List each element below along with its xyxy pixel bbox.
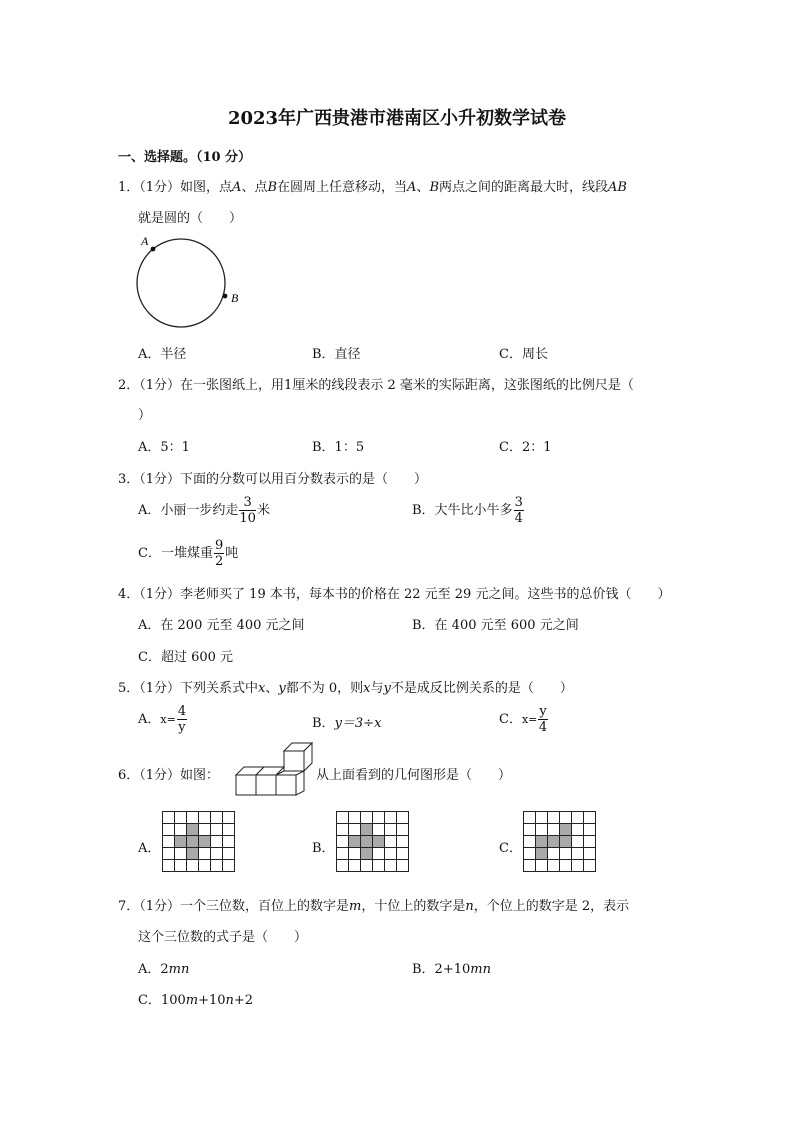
grid-cell — [548, 848, 560, 860]
q3-a-unit: 米 — [256, 503, 270, 518]
grid-cell — [548, 824, 560, 836]
grid-cell — [548, 836, 560, 848]
q5-a-label: A． — [138, 712, 161, 727]
q5-option-c[interactable] — [499, 705, 549, 734]
q3-c-unit: 吨 — [225, 546, 239, 561]
grid-cell — [349, 860, 361, 872]
grid-cell — [397, 860, 409, 872]
point-a-label: A — [141, 234, 149, 248]
grid-cell — [337, 836, 349, 848]
q6-option-c[interactable]: C． — [499, 841, 522, 856]
grid-cell — [524, 848, 536, 860]
grid-cell — [187, 824, 199, 836]
q1-text-e: 两点之间的距离最大时，线段 — [439, 180, 609, 195]
q7-a-text: A．2 — [138, 962, 169, 977]
circle-outline — [137, 239, 225, 327]
q5-b-label: B． — [312, 716, 335, 731]
grid-cell — [199, 860, 211, 872]
grid-cell — [560, 848, 572, 860]
q1-point-b-2: B — [429, 180, 439, 195]
q7-var-n: n — [465, 899, 474, 914]
grid-cell — [187, 812, 199, 824]
grid-cell — [536, 836, 548, 848]
grid-cell — [560, 824, 572, 836]
point-a-dot — [151, 247, 156, 252]
q1-option-c[interactable]: C．周长 — [499, 347, 548, 362]
cube-stack-figure — [234, 741, 318, 801]
question-5-line-1 — [118, 677, 573, 696]
q2-option-b[interactable]: B．1：5 — [312, 440, 365, 455]
question-6-line-1-b: 从上面看到的几何图形是（ ） — [316, 768, 512, 783]
q5-with: 与 — [370, 681, 384, 696]
question-2-line-2: ） — [138, 408, 152, 423]
q5-a-numerator: 4 — [177, 704, 187, 719]
grid-cell — [524, 860, 536, 872]
q1-text-c: 在圆周上任意移动，当 — [277, 180, 408, 195]
grid-cell — [163, 824, 175, 836]
q3-b-denominator: 4 — [514, 511, 523, 526]
q1-point-a: A — [232, 180, 242, 195]
grid-cell — [163, 812, 175, 824]
grid-cell — [572, 848, 584, 860]
q2-option-c[interactable]: C．2：1 — [499, 440, 552, 455]
grid-cell — [211, 824, 223, 836]
q1-text-b: 、点 — [241, 180, 268, 195]
q7-c-text: C．100 — [138, 993, 186, 1008]
q3-option-c[interactable] — [138, 539, 238, 568]
q6-option-b-grid[interactable] — [336, 811, 409, 872]
grid-cell — [349, 812, 361, 824]
grid-cell — [524, 812, 536, 824]
question-4-line-1: 4．（1分）李老师买了 19 本书，每本书的价格在 22 元至 29 元之间。这些书的总价钱（ ） — [118, 587, 671, 602]
q6-option-a-grid[interactable] — [162, 811, 235, 872]
grid-cell — [223, 824, 235, 836]
q3-b-numerator: 3 — [514, 495, 523, 510]
grid-cell — [385, 860, 397, 872]
point-b-dot — [223, 294, 228, 299]
q5-a-fraction — [177, 705, 187, 734]
q7-option-b[interactable] — [412, 958, 491, 977]
q7-c-post: +2 — [233, 993, 254, 1008]
q3-a-numerator: 3 — [239, 496, 256, 511]
grid-cell — [536, 860, 548, 872]
grid-cell — [223, 860, 235, 872]
grid-cell — [548, 860, 560, 872]
q7-c-var-n: n — [225, 993, 234, 1008]
grid-cell — [199, 824, 211, 836]
question-3-line-1: 3．（1分）下面的分数可以用百分数表示的是（ ） — [118, 472, 428, 487]
q7-text-a: 7．（1分）一个三位数，百位上的数字是 — [118, 899, 350, 914]
grid-cell — [373, 824, 385, 836]
q4-option-b[interactable]: B．在 400 元至 600 元之间 — [412, 618, 579, 633]
q6-option-c-grid[interactable] — [523, 811, 596, 872]
q7-option-a[interactable] — [138, 958, 189, 977]
grid-cell — [397, 812, 409, 824]
grid-cell — [548, 812, 560, 824]
grid-cell — [397, 848, 409, 860]
q7-c-mid: +10 — [198, 993, 226, 1008]
grid-cell — [199, 848, 211, 860]
point-b-label: B — [231, 291, 239, 305]
grid-cell — [584, 848, 596, 860]
grid-cell — [361, 824, 373, 836]
grid-cell — [361, 848, 373, 860]
grid-cell — [584, 836, 596, 848]
grid-cell — [361, 812, 373, 824]
q7-b-text: B．2+10 — [412, 962, 471, 977]
q6-option-b[interactable]: B． — [312, 841, 335, 856]
q1-point-b: B — [267, 180, 278, 195]
grid-cell — [163, 848, 175, 860]
grid-cell — [163, 860, 175, 872]
q7-var-m: m — [349, 899, 362, 914]
question-1-line-2: 就是圆的（ ） — [138, 211, 243, 226]
q3-a-text: A．小丽一步约走 — [138, 503, 239, 518]
grid-cell — [175, 836, 187, 848]
q7-a-var: mn — [168, 962, 190, 977]
q3-a-denominator: 10 — [239, 511, 256, 526]
q5-option-a[interactable] — [138, 705, 188, 734]
question-6-line-1-a: 6．（1分）如图： — [118, 768, 220, 783]
q5-b-expression: y＝3÷x — [334, 716, 382, 731]
q3-option-b[interactable] — [412, 496, 525, 525]
grid-cell — [187, 836, 199, 848]
q6-option-a[interactable]: A． — [138, 841, 161, 856]
q3-c-text: C．一堆煤重 — [138, 546, 213, 561]
q1-text-a: 1．（1分）如图，点 — [118, 180, 233, 195]
q1-segment-ab: AB — [608, 180, 627, 195]
grid-cell — [349, 836, 361, 848]
grid-cell — [536, 812, 548, 824]
question-1-line-1 — [118, 176, 627, 195]
grid-cell — [572, 860, 584, 872]
q5-text-c: 不是成反比例关系的是（ ） — [390, 681, 573, 696]
grid-cell — [385, 848, 397, 860]
q3-c-denominator: 2 — [214, 554, 224, 569]
grid-cell — [584, 860, 596, 872]
grid-cell — [385, 824, 397, 836]
grid-cell — [361, 836, 373, 848]
q3-b-text: B．大牛比小牛多 — [412, 503, 513, 518]
q5-a-lhs: x= — [160, 713, 176, 726]
q5-a-denominator: y — [178, 720, 186, 735]
q7-b-var: mn — [470, 962, 491, 977]
q7-text-b: ，十位上的数字是 — [361, 899, 466, 914]
question-2-line-1: 2．（1分）在一张图纸上，用1厘米的线段表示 2 毫米的实际距离，这张图纸的比例尺是（ — [118, 378, 634, 393]
grid-cell — [349, 824, 361, 836]
grid-cell — [175, 860, 187, 872]
grid-cell — [536, 848, 548, 860]
grid-cell — [337, 812, 349, 824]
q1-text-d: 、 — [416, 180, 430, 195]
grid-cell — [337, 860, 349, 872]
q3-a-fraction — [239, 496, 256, 525]
grid-cell — [373, 836, 385, 848]
q5-var-y-2: y — [383, 681, 391, 696]
grid-cell — [584, 824, 596, 836]
grid-cell — [187, 860, 199, 872]
grid-cell — [560, 860, 572, 872]
q7-text-c: ，个位上的数字是 2，表示 — [473, 899, 630, 914]
grid-cell — [524, 836, 536, 848]
q3-b-fraction — [514, 496, 524, 525]
grid-cell — [211, 848, 223, 860]
circle-figure — [134, 232, 244, 332]
grid-cell — [163, 836, 175, 848]
grid-cell — [175, 848, 187, 860]
grid-cell — [373, 812, 385, 824]
grid-cell — [397, 824, 409, 836]
q1-point-a-2: A — [407, 180, 417, 195]
grid-cell — [199, 836, 211, 848]
q3-c-numerator: 9 — [214, 538, 224, 553]
grid-cell — [211, 836, 223, 848]
grid-cell — [211, 812, 223, 824]
q5-var-y: y — [278, 681, 286, 696]
grid-cell — [175, 812, 187, 824]
q1-option-b[interactable]: B．直径 — [312, 347, 361, 362]
q3-option-a[interactable] — [138, 496, 270, 525]
paper-title: 2023年广西贵港市港南区小升初数学试卷 — [227, 108, 567, 129]
q5-c-fraction — [538, 705, 547, 734]
grid-cell — [560, 812, 572, 824]
grid-cell — [211, 860, 223, 872]
grid-cell — [361, 860, 373, 872]
q2-option-a[interactable]: A．5：1 — [138, 440, 190, 455]
grid-cell — [572, 836, 584, 848]
q4-option-c[interactable]: C．超过 600 元 — [138, 650, 234, 665]
q4-option-a[interactable]: A．在 200 元至 400 元之间 — [138, 618, 305, 633]
grid-cell — [337, 824, 349, 836]
q5-text-a: 5．（1分）下列关系式中 — [118, 681, 259, 696]
grid-cell — [385, 812, 397, 824]
grid-cell — [397, 836, 409, 848]
grid-cell — [373, 848, 385, 860]
q3-c-fraction — [214, 539, 224, 568]
q5-c-lhs: x= — [521, 713, 538, 726]
q5-sep: 、 — [265, 681, 279, 696]
q5-var-x-2: x — [363, 681, 371, 696]
grid-cell — [349, 848, 361, 860]
question-7-line-1 — [118, 895, 629, 914]
grid-cell — [536, 824, 548, 836]
q7-option-c[interactable] — [138, 989, 253, 1008]
grid-cell — [560, 836, 572, 848]
grid-cell — [223, 812, 235, 824]
grid-cell — [337, 848, 349, 860]
grid-cell — [373, 860, 385, 872]
grid-cell — [572, 824, 584, 836]
grid-cell — [223, 848, 235, 860]
grid-cell — [385, 836, 397, 848]
q7-c-var-m: m — [185, 993, 199, 1008]
q5-c-numerator: y — [539, 704, 547, 719]
q5-var-x: x — [258, 681, 266, 696]
grid-cell — [223, 836, 235, 848]
q5-text-b: 都不为 0，则 — [285, 681, 364, 696]
q5-c-denominator: 4 — [538, 720, 548, 735]
q5-option-b[interactable] — [312, 712, 381, 731]
section-heading-choice: 一、选择题。（10 分） — [118, 150, 252, 165]
grid-cell — [572, 812, 584, 824]
q1-option-a[interactable]: A．半径 — [138, 347, 187, 362]
question-7-line-2: 这个三位数的式子是（ ） — [138, 930, 308, 945]
q5-c-label: C． — [499, 712, 522, 727]
grid-cell — [199, 812, 211, 824]
grid-cell — [175, 824, 187, 836]
grid-cell — [524, 824, 536, 836]
grid-cell — [187, 848, 199, 860]
grid-cell — [584, 812, 596, 824]
